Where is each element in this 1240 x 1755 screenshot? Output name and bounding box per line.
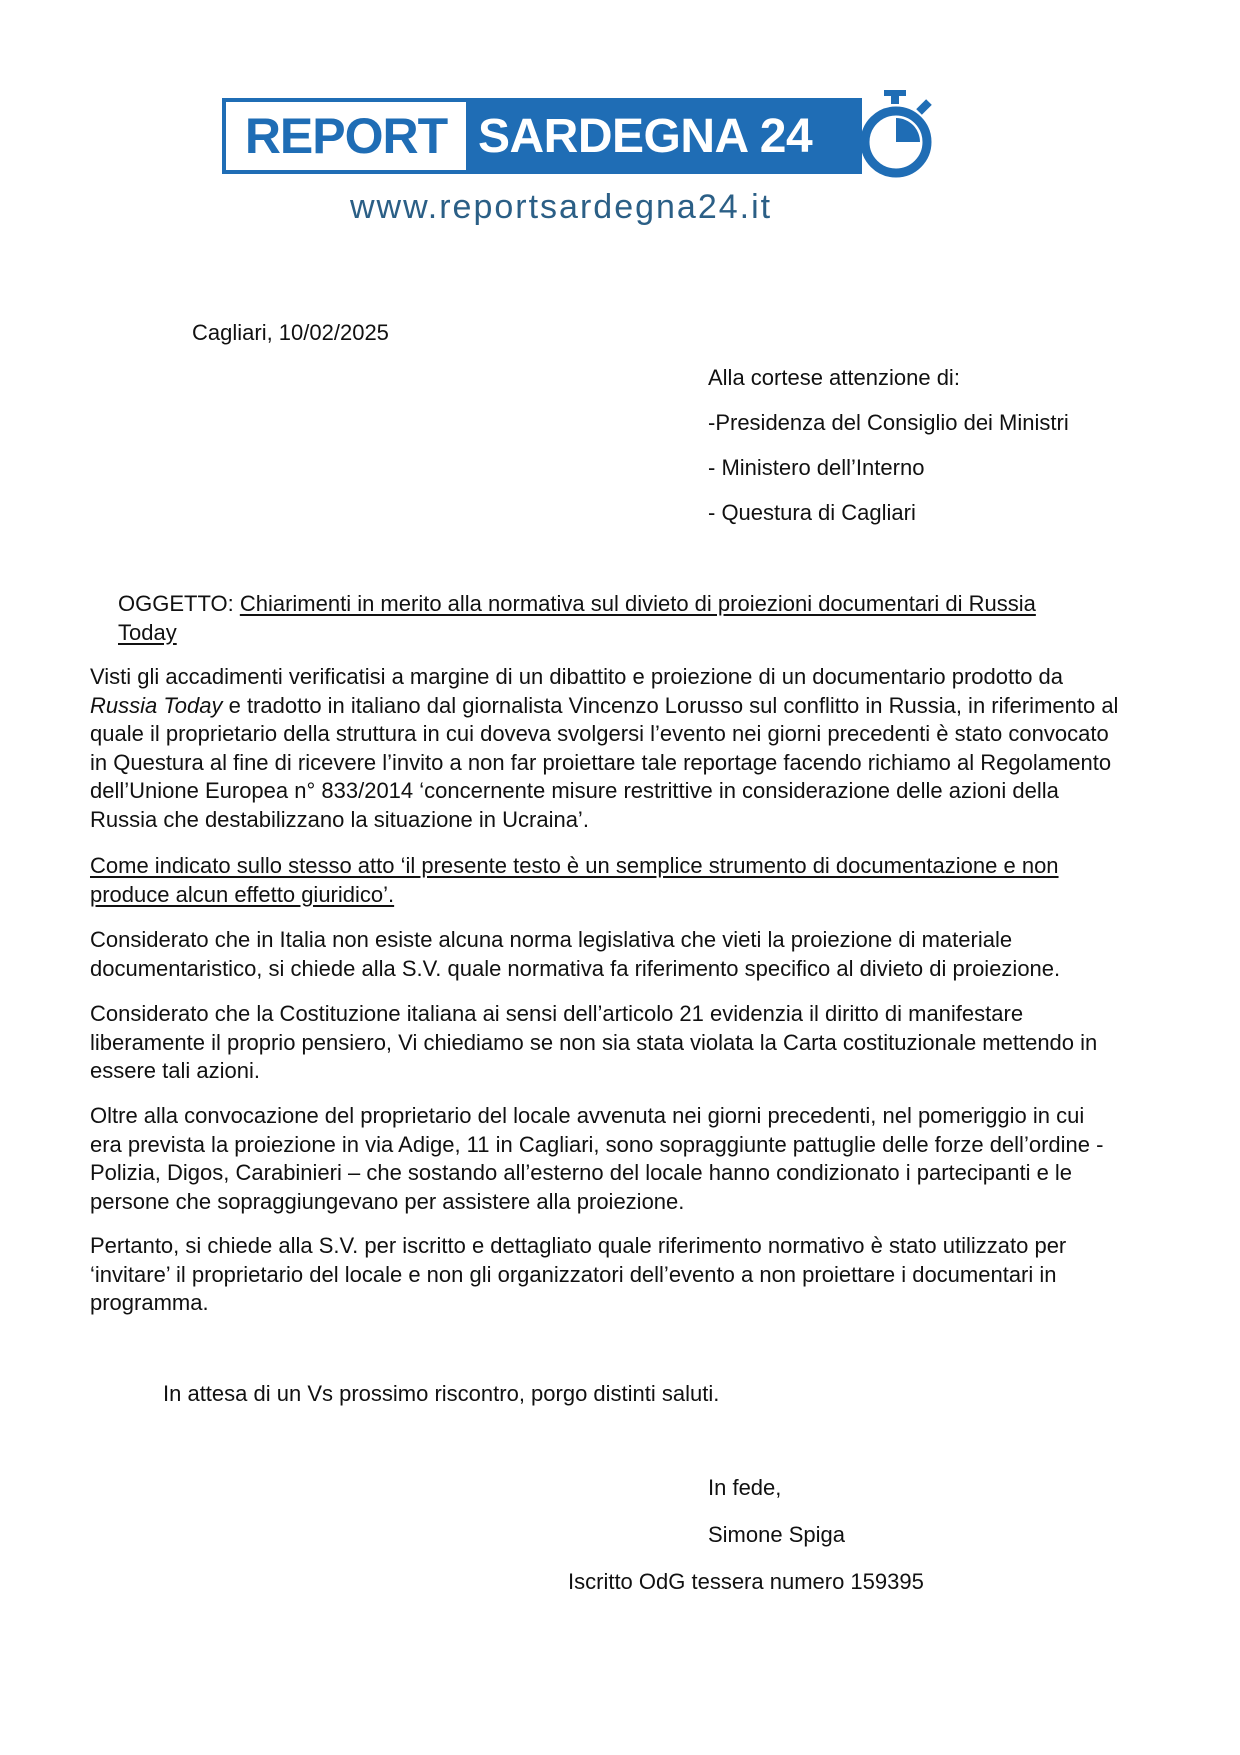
- signer-name: Simone Spiga: [708, 1522, 845, 1547]
- recipients-intro: Alla cortese attenzione di:: [708, 365, 960, 390]
- subject-line: [118, 590, 1078, 647]
- paragraph-text: Visti gli accadimenti verificatisi a margine di un dibattito e proiezione di un documentario prodotto da: [90, 664, 1064, 689]
- paragraph-constitution: Considerato che la Costituzione italiana ai sensi dell’articolo 21 evidenzia il diritto di manifestare liberamente il proprio pensiero, Vi chiediamo se non sia stata violata la Carta costituzionale mettendo in essere tali azioni.: [90, 1001, 1098, 1083]
- russia-today-italic: Russia Today: [90, 692, 223, 718]
- closing-line: In attesa di un Vs prossimo riscontro, porgo distinti saluti.: [163, 1381, 720, 1406]
- logo-wordmark: [222, 98, 862, 174]
- subject-text: Chiarimenti in merito alla normativa sul divieto di proiezioni documentari di Russia Today: [118, 591, 1036, 645]
- stopwatch-icon: [854, 88, 944, 184]
- paragraph-police-presence: Oltre alla convocazione del proprietario del locale avvenuta nei giorni precedenti, nel pomeriggio in cui era prevista la proiezione in via Adige, 11 in Cagliari, sono sopraggiunte pattuglie delle forze dell’ordine - Polizia, Digos, Carabinieri – che sostando all’esterno del locale hanno condizionato i partecipanti e le persone che sopraggiungevano per assistere alla proiezione.: [90, 1103, 1104, 1214]
- logo-word-sardegna: SARDEGNA 24: [466, 102, 858, 170]
- paragraph-no-law: Considerato che in Italia non esiste alcuna norma legislativa che vieti la proiezione di materiale documentaristico, si chiede alla S.V. quale normativa fa riferimento specifico al divieto di proiezione.: [90, 927, 1061, 981]
- report-sardegna-logo: [222, 92, 942, 232]
- logo-word-report: REPORT: [226, 102, 466, 170]
- recipient-item: - Questura di Cagliari: [708, 500, 916, 525]
- subject-label: OGGETTO:: [118, 591, 240, 616]
- paragraph-text: e tradotto in italiano dal giornalista Vincenzo Lorusso sul conflitto in Russia, in riferimento al quale il proprietario della struttura in cui doveva svolgersi l’evento nei giorni precedenti è stato convocato in Questura al fine di ricevere l’invito a non far proiettare tale reportage facendo richiamo al Regolamento dell’Unione Europea n° 833/2014 ‘concernente misure restrittive in considerazione delle azioni della Russia che destabilizzano la situazione in Ucraina’.: [90, 692, 1119, 832]
- paragraph-legal-note: Come indicato sullo stesso atto ‘il presente testo è un semplice strumento di documentazione e non produce alcun effetto giuridico’.: [90, 853, 1059, 907]
- sign-off: In fede,: [708, 1475, 782, 1500]
- paragraph-request: Pertanto, si chiede alla S.V. per iscritto e dettagliato quale riferimento normativo è stato utilizzato per ‘invitare’ il proprietario del locale e non gli organizzatori dell’evento a non proiettare i documentari in programma.: [90, 1233, 1067, 1315]
- signer-credential: Iscritto OdG tessera numero 159395: [568, 1569, 924, 1594]
- recipient-item: - Ministero dell’Interno: [708, 455, 925, 480]
- paragraph-events: [90, 663, 1125, 834]
- recipient-item: -Presidenza del Consiglio dei Ministri: [708, 410, 1069, 435]
- place-date: Cagliari, 10/02/2025: [192, 320, 389, 345]
- logo-url: www.reportsardegna24.it: [350, 188, 773, 226]
